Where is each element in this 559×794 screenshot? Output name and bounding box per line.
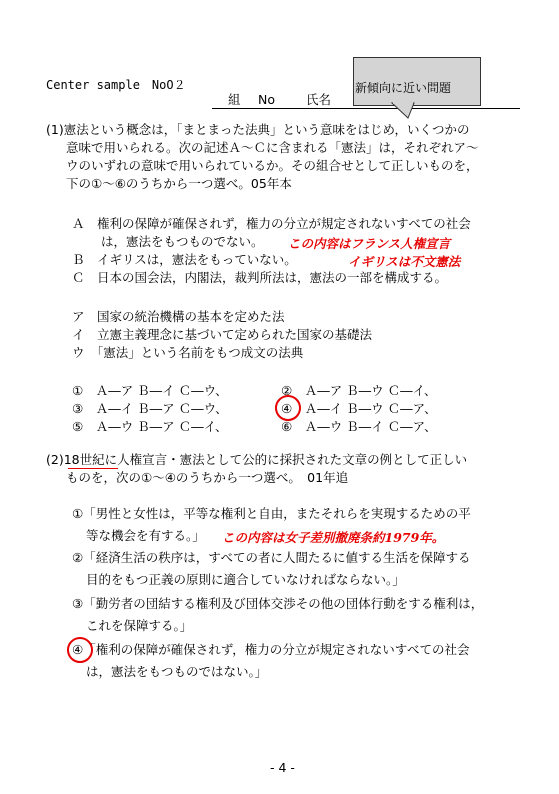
meaning-item: ウ 「憲法」という名前をもつ成文の法典 <box>72 345 304 360</box>
q1-line: 意味で用いられる。次の記述Ａ～Ｃに含まれる「憲法」は，それぞれア～ <box>66 140 479 155</box>
header-underline <box>212 108 520 109</box>
annotation-note: イギリスは不文憲法 <box>348 254 461 269</box>
choice-2: ②「経済生活の秩序は，すべての者に人間たるに値する生活を保障する <box>72 550 471 565</box>
option: ⑥ Ａ―ウ Ｂ―イ Ｃ―ア、 <box>281 419 437 434</box>
q1-line: ウのいずれの意味で用いられているか。その組合せとして正しいものを， <box>66 158 479 173</box>
name-label: 氏名 <box>306 92 332 107</box>
choice-1-cont: 等な機会を有する。」 <box>86 528 205 543</box>
page-number: - 4 - <box>270 760 295 775</box>
option: ④ Ａ―イ Ｂ―ウ Ｃ―ア、 <box>281 401 437 416</box>
no-label: No <box>258 92 275 107</box>
q2-line: ものを，次の①～④のうちから一つ選べ。 01年追 <box>66 470 349 485</box>
statement-a-cont: は，憲法をもつものでない。 <box>101 234 264 249</box>
statement-a: Ａ 権利の保障が確保されず，権力の分立が規定されないすべての社会 <box>72 216 471 231</box>
choice-4-cont: は，憲法をもつものではない。」 <box>86 664 268 679</box>
q2-line: (2)18世紀に人権宣言・憲法として公的に採択された文章の例として正しい <box>46 452 468 467</box>
option: ③ Ａ―イ Ｂ―ア Ｃ―ウ、 <box>72 401 228 416</box>
q1-line: (1)憲法という概念は，「まとまった法典」という意味をはじめ，いくつかの <box>46 122 470 137</box>
meaning-item: ア 国家の統治機構の基本を定めた法 <box>72 309 285 324</box>
annotation-note: この内容は女子差別撤廃条約1979年。 <box>222 530 445 545</box>
option: ② Ａ―ア Ｂ―ウ Ｃ―イ、 <box>281 383 437 398</box>
answer-circle <box>275 395 301 421</box>
statement-c: Ｃ 日本の国会法，内閣法，裁判所法は，憲法の一部を構成する。 <box>72 270 448 285</box>
choice-4: ④「権利の保障が確保されず，権力の分立が規定されないすべての社会 <box>72 642 470 657</box>
q1-line: 下の①～⑥のうちから一つ選べ。05年本 <box>66 176 292 191</box>
sample-label: Center sample NoO２ <box>46 78 186 92</box>
underline-mark <box>68 468 118 469</box>
callout-pointer <box>388 102 428 122</box>
annotation-note: この内容はフランス人権宣言 <box>288 236 451 251</box>
meaning-item: イ 立憲主義理念に基づいて定められた国家の基礎法 <box>72 327 373 342</box>
choice-3-cont: これを保障する。」 <box>86 618 193 633</box>
callout-text: 新傾向に近い問題 <box>355 81 452 95</box>
option: ⑤ Ａ―ウ Ｂ―ア Ｃ―イ、 <box>72 419 228 434</box>
choice-1: ①「男性と女性は，平等な権利と自由，またそれらを実現するための平 <box>72 506 471 521</box>
option: ① Ａ―ア Ｂ―イ Ｃ―ウ、 <box>72 383 228 398</box>
statement-b: Ｂ イギリスは，憲法をもっていない。 <box>72 252 297 267</box>
answer-circle <box>67 637 93 663</box>
choice-3: ③「勤労者の団結する権利及び団体交渉その他の団体行動をする権利は， <box>72 596 484 611</box>
choice-2-cont: 目的をもつ正義の原則に適合していなければならない。」 <box>86 572 405 587</box>
class-label: 組 <box>228 92 241 107</box>
